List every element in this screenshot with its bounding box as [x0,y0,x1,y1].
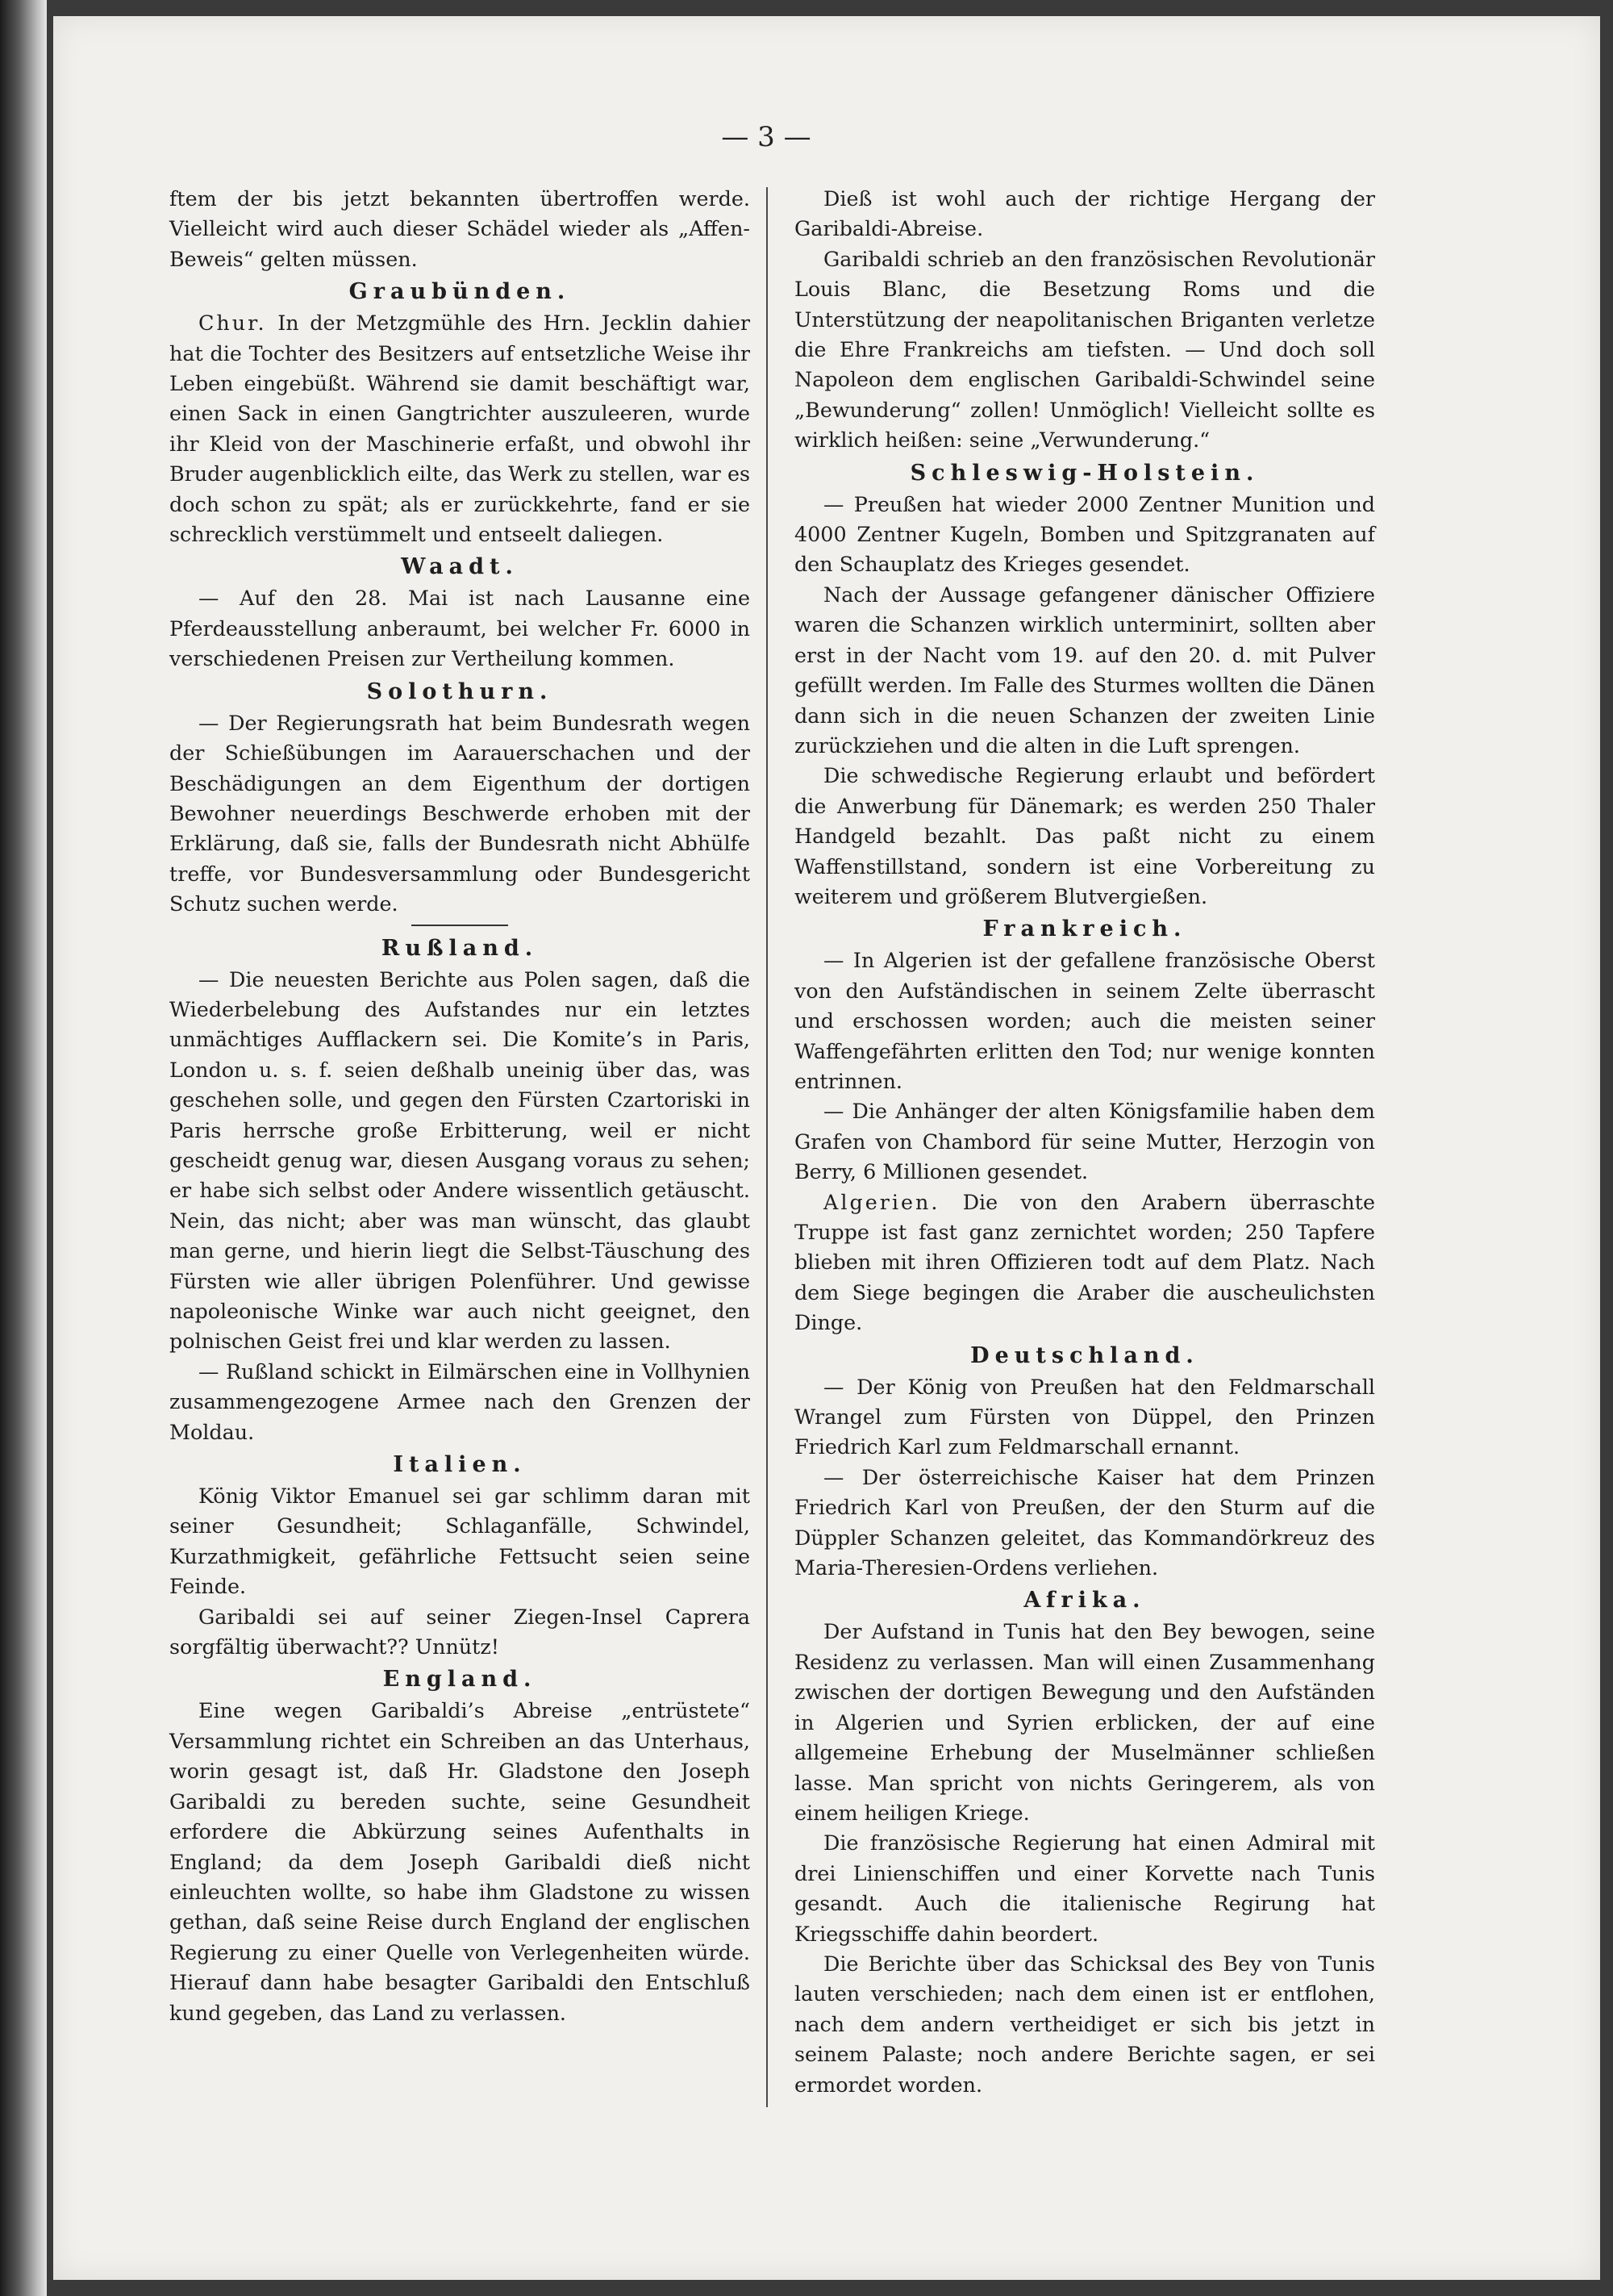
article-schleswig-1: — Preußen hat wieder 2000 Zentner Munition und 4000 Zentner Kugeln, Bomben und Spitzgranaten auf den Schauplatz des Krieges gesendet. [794,491,1375,577]
article-frankreich-1: — In Algerien ist der gefallene französische Oberst von den Aufständischen in seinem Zelte überrascht und erschossen worden; auch die meisten seiner Waffengefährten erlitten den Tod; nur wenige konnten entrinnen. [794,948,1375,1093]
article-graubuenden [169,308,750,549]
article-afrika-2: Die französische Regierung hat einen Admiral mit drei Linienschiffen und einer Korvette nach Tunis gesandt. Auch die italienische Regirung hat Kriegsschiffe dahin beordert. [794,1831,1375,1946]
book-binding-edge [0,0,47,2296]
heading-solothurn: Solothurn. [366,678,553,704]
heading-england: England. [382,1667,537,1693]
article-solothurn: — Der Regierungsrath hat beim Bundesrath wegen der Schießübungen im Aarauerschachen und der Beschädigungen an dem Eigenthum der dortigen Bewohner neuerdings Beschwerde erhoben mit der Erklärung, daß sie, falls der Bundesrath nicht Abhülfe treffe, vor Bundesversammlung oder Bundesgericht Schutz suchen werde. [169,710,750,916]
article-graubuenden-body: In der Metzgmühle des Hrn. Jecklin dahier hat die Tochter des Besitzers auf entsetzliche Weise ihr Leben eingebüßt. Während sie damit beschäftigt war, einen Sack in einen Gangtrichter auszuleeren, wurde ihr Kleid von der Maschinerie erfaßt, und obwohl ihr Bruder augenblicklich eilte, das Werk zu stellen, war es doch schon zu spät; als er zurückkehrte, fand er sie schrecklich verstümmelt und entseelt daliegen. [169,311,750,547]
article-italien-2: Garibaldi sei auf seiner Ziegen-Insel Caprera sorgfältig überwacht?? Unnütz! [169,1604,750,1659]
article-afrika-1: Der Aufstand in Tunis hat den Bey bewogen, seine Residenz zu verlassen. Man will einen Zusammenhang zwischen der dortigen Bewegung und den Aufständen in Algerien und Syrien erblicken, der auf eine allgemeine Erhebung der Muselmänner schließen lasse. Man spricht von nichts Geringerem, als von einem heiligen Kriege. [794,1619,1375,1825]
place-chur: Chur. [198,311,267,336]
article-frankreich-3-body: Die von den Arabern überraschte Truppe ist fast ganz zernichtet worden; 250 Tapfere blieben mit ihren Offizieren todt auf dem Platz. Nach dem Siege begingen die Araber die auscheulichsten Dinge. [794,1189,1375,1335]
article-frankreich-3 [794,1188,1375,1338]
article-russland-2: — Rußland schickt in Eilmärschen eine in Vollhynien zusammengezogene Armee nach den Grenzen der Moldau. [169,1359,750,1444]
right-column [794,184,1375,2100]
heading-frankreich: Frankreich. [982,916,1187,942]
place-algerien: Algerien. [823,1189,940,1214]
left-column [169,184,750,2028]
column-rule [766,187,768,2107]
intro-paragraph-1: Dieß ist wohl auch der richtige Hergang der Garibaldi-Abreise. [794,186,1375,241]
article-schleswig-2: Nach der Aussage gefangener dänischer Offiziere waren die Schanzen wirklich unterminirt, sollten aber erst in der Nacht vom 19. auf den 20. d. mit Pulver gefüllt werden. Im Falle des Sturmes wollten die Dänen dann sich in die neuen Schanzen der zweiten Linie zurückziehen und die alten in die Luft sprengen. [794,582,1375,758]
article-england: Eine wegen Garibaldi’s Abreise „entrüstete“ Versammlung richtet ein Schreiben an das Unterhaus, worin gesagt ist, daß Hr. Gladstone den Joseph Garibaldi zu bereden suchte, seine Gesundheit erfordere die Abkürzung seines Aufenthalts in England; da dem Joseph Garibaldi dieß nicht einleuchten wollte, so habe ihm Gladstone zu wissen gethan, daß seine Reise durch England der englischen Regierung zu einer Quelle von Verlegenheiten würde. Hierauf dann habe besagter Garibaldi den Entschluß kund gegeben, das Land zu verlassen. [169,1698,750,2025]
heading-waadt: Waadt. [401,554,519,580]
article-afrika-3: Die Berichte über das Schicksal des Bey von Tunis lauten verschieden; nach dem einen ist er entflohen, nach dem andern vertheidiget er sich bis jetzt in seinem Palaste; noch andere Berichte sagen, er sei ermordet worden. [794,1951,1375,2097]
heading-afrika: Afrika. [1023,1588,1146,1613]
article-waadt: — Auf den 28. Mai ist nach Lausanne eine Pferdeausstellung anberaumt, bei welcher Fr. 6000 in verschiedenen Preisen zur Vertheilung kommen. [169,586,750,671]
heading-schleswig-holstein: Schleswig-Holstein. [910,460,1260,486]
section-divider [411,925,508,926]
article-italien-1: König Viktor Emanuel sei gar schlimm daran mit seiner Gesundheit; Schlaganfälle, Schwindel, Kurzathmigkeit, gefährliche Fettsucht seien seine Feinde. [169,1484,750,1599]
article-russland-1: — Die neuesten Berichte aus Polen sagen, daß die Wiederbelebung des Aufstandes nur ein letztes unmächtiges Aufflackern sei. Die Komite’s in Paris, London u. s. f. seien deßhalb uneinig über das, was geschehen solle, und gegen den Fürsten Czartoriski in Paris herrsche große Erbitterung, weil er nicht gescheidt genug war, diesen Ausgang voraus zu sehen; er habe sich selbst oder Andere wissentlich getäuscht. Nein, das nicht; aber was man wünscht, das glaubt man gerne, und hierin liegt die Selbst-Täuschung des Fürsten wie aller übrigen Polenführer. Und gewisse napoleonische Winke war auch nicht geeignet, den polnischen Geist frei und klar werden zu lassen. [169,966,750,1354]
heading-russland: Rußland. [381,935,539,961]
intro-paragraph-2: Garibaldi schrieb an den französischen Revolutionär Louis Blanc, die Besetzung Roms und die Unterstützung der neapolitanischen Briganten verletze die Ehre Frankreichs am tiefsten. — Und doch soll Napoleon dem englischen Garibaldi-Schwindel seine „Bewunderung“ zollen! Unmöglich! Vielleicht sollte es wirklich heißen: seine „Verwunderung.“ [794,246,1375,453]
article-deutschland-1: — Der König von Preußen hat den Feldmarschall Wrangel zum Fürsten von Düppel, den Prinzen Friedrich Karl zum Feldmarschall ernannt. [794,1374,1375,1459]
article-frankreich-2: — Die Anhänger der alten Königsfamilie haben dem Grafen von Chambord für seine Mutter, Herzogin von Berry, 6 Millionen gesendet. [794,1099,1375,1184]
heading-italien: Italien. [393,1452,527,1478]
heading-deutschland: Deutschland. [970,1342,1199,1368]
intro-paragraph: ftem der bis jetzt bekannten übertroffen werde. Vielleicht wird auch dieser Schädel wieder als „Affen-Beweis“ gelten müssen. [169,186,750,271]
article-deutschland-2: — Der österreichische Kaiser hat dem Prinzen Friedrich Karl von Preußen, der den Sturm auf die Düppler Schanzen geleitet, das Kommandörkreuz des Maria-Theresien-Ordens verliehen. [794,1464,1375,1580]
page-number: — 3 — [721,121,811,153]
heading-graubuenden: Graubünden. [348,279,571,305]
article-schleswig-3: Die schwedische Regierung erlaubt und befördert die Anwerbung für Dänemark; es werden 250 Thaler Handgeld bezahlt. Das paßt nicht zu einem Waffenstillstand, sondern ist eine Vorbereitung zu weiterem und größerem Blutvergießen. [794,763,1375,908]
